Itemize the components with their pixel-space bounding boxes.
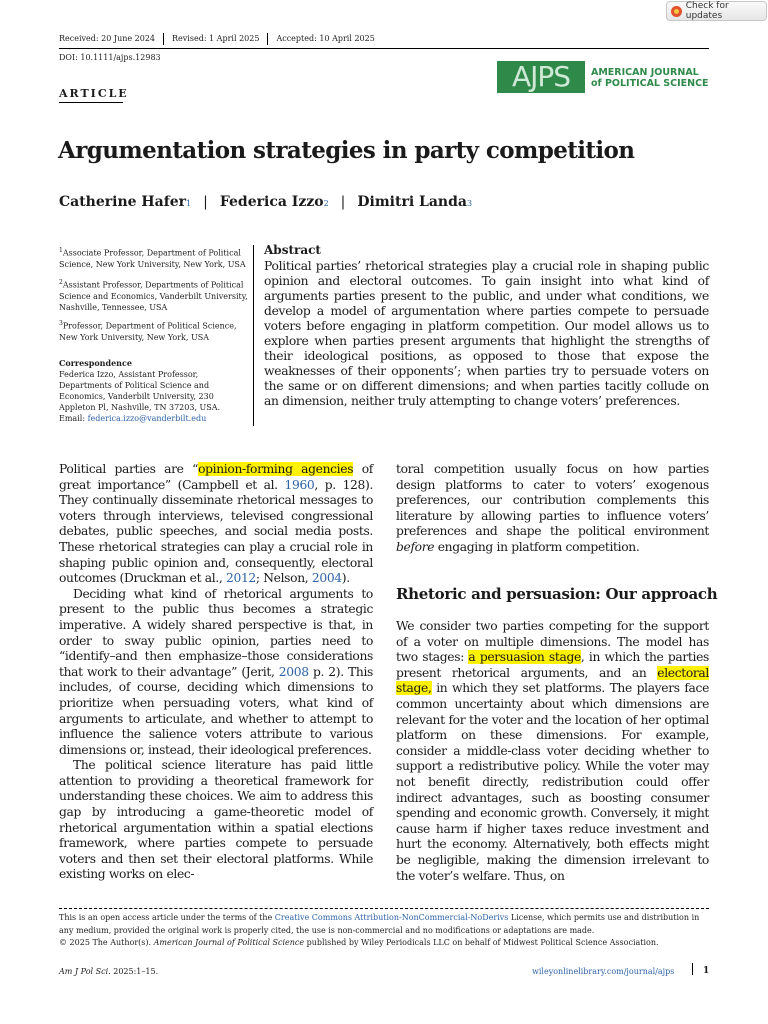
text-run: p. 2). This includes, of course, deciding which dimensions to prioritize when persuading voters, what kind of arguments to articulate, and whether to attempt to influence the salience voters attribute to various dimensions or, instead, their ideological preferences. bbox=[59, 664, 373, 757]
author-list bbox=[59, 194, 472, 210]
journal-logo-line2: of POLITICAL SCIENCE bbox=[591, 78, 709, 89]
affiliation-number: 2 bbox=[59, 279, 63, 286]
citation-info bbox=[59, 967, 158, 976]
text-run: We consider two parties competing for the support of a voter on multiple dimensions. The model has two stages: bbox=[396, 619, 709, 665]
section-underline bbox=[59, 102, 123, 103]
correspondence-text: Federica Izzo, Assistant Professor, Departments of Political Science and Economics, Vanderbilt University, 230 Appleton Pl, Nashville, TN 37203, USA. bbox=[59, 370, 221, 412]
text-run: , in which the parties present rhetorical arguments, and an bbox=[396, 650, 709, 680]
paragraph bbox=[59, 462, 373, 587]
email-link[interactable]: federica.izzo@vanderbilt.edu bbox=[87, 414, 207, 423]
author-name: Dimitri Landa bbox=[357, 194, 467, 210]
text-run: , p. 128). They continually disseminate rhetorical messages to voters through interviews, televised congressional debates, public speeches, and social media posts. These rhetorical strategies can play a crucial role in shaping public opinion and, consequently, electoral outcomes (Druckman et al., bbox=[59, 477, 374, 586]
correspondence bbox=[59, 358, 249, 424]
journal-url-link[interactable]: wileyonlinelibrary.com/journal/ajps bbox=[532, 967, 675, 976]
text-run: engaging in platform competition. bbox=[434, 539, 640, 554]
paragraph: The political science literature has paid little attention to providing a theoretical framework for understanding these choices. We aim to address this gap by introducing a game-theoretic model of rhetorical argumentation within a spatial elections framework, where parties compete to persuade voters and then set their electoral platforms. While existing works on elec- bbox=[59, 758, 373, 882]
article-dates bbox=[59, 33, 383, 45]
email-label: Email: bbox=[59, 414, 86, 423]
doi: DOI: 10.1111/ajps.12983 bbox=[59, 53, 161, 62]
text-run: toral competition usually focus on how parties design platforms to cater to voters’ exogenous preferences, our contribution complements this literature by allowing parties to influence voters’ preferences and shape the political environment bbox=[396, 462, 709, 539]
revised-date: Revised: 1 April 2025 bbox=[163, 33, 267, 45]
accepted-date: Accepted: 10 April 2025 bbox=[267, 33, 382, 45]
author-affiliation-mark[interactable]: 1 bbox=[186, 199, 192, 208]
citation-year-pages: 2025:1–15. bbox=[110, 967, 159, 976]
text-run: © 2025 The Author(s). bbox=[59, 938, 154, 947]
license-text bbox=[59, 912, 709, 937]
abstract-divider bbox=[253, 245, 254, 426]
check-for-updates-button[interactable] bbox=[666, 1, 767, 21]
text-run: Political parties are “ bbox=[59, 462, 199, 476]
journal-logo-line1: AMERICAN JOURNAL bbox=[591, 67, 699, 78]
copyright-text bbox=[59, 937, 709, 950]
text-run: of great importance” (Campbell et al. bbox=[59, 462, 373, 492]
author-separator: | bbox=[203, 194, 208, 210]
abstract-text: Political parties’ rhetorical strategies play a crucial role in shaping public opinion and electoral outcomes. To gain insight into what kind of arguments parties present to the public, and under what conditions, we develop a model of argumentation where parties compete to persuade voters before engaging in platform competition. Our model allows us to explore when parties present arguments that highlight the strengths of their ideological positions, as opposed to those that expose the weaknesses of their opponents’; when parties try to persuade voters on the same or on different dimensions; and when parties tacitly collude on an dimension, neither truly attempting to change voters’ preferences. bbox=[264, 259, 709, 408]
affiliation-text: Professor, Department of Political Science, New York University, New York, USA bbox=[59, 321, 237, 342]
correspondence-email-line bbox=[59, 413, 249, 424]
text-run: ; Nelson, bbox=[255, 571, 312, 586]
author-affiliation-mark[interactable]: 3 bbox=[466, 199, 473, 208]
page-number: 1 bbox=[703, 966, 710, 976]
paragraph bbox=[396, 619, 709, 884]
affiliation-text: Associate Professor, Department of Political Science, New York University, New York, USA bbox=[59, 248, 246, 269]
highlighted-text[interactable]: opinion-forming agencies bbox=[198, 462, 354, 476]
right-column-bottom bbox=[396, 619, 709, 884]
affiliation-number: 1 bbox=[59, 247, 63, 254]
affiliation-number: 3 bbox=[59, 320, 63, 327]
citation-link[interactable]: 2004 bbox=[311, 571, 342, 586]
journal-logo-text bbox=[591, 67, 709, 89]
author-name: Catherine Hafer bbox=[59, 194, 187, 210]
author-separator: | bbox=[340, 194, 346, 210]
paragraph bbox=[396, 462, 709, 556]
affiliation bbox=[59, 277, 249, 313]
crossmark-icon bbox=[671, 6, 682, 17]
license-link[interactable]: Creative Commons Attribution-NonCommercial-NoDerivs bbox=[274, 913, 509, 922]
text-run: published by Wiley Periodicals LLC on behalf of Midwest Political Science Association. bbox=[304, 938, 659, 947]
license-footer bbox=[59, 912, 709, 950]
right-column-top bbox=[396, 462, 709, 556]
journal-logo-mark: AJPS bbox=[497, 61, 585, 93]
left-column bbox=[59, 462, 373, 883]
check-for-updates-label: Check for updates bbox=[685, 1, 729, 21]
emphasis-text: before bbox=[396, 539, 435, 554]
highlighted-text[interactable]: a persuasion stage bbox=[468, 650, 581, 665]
affiliation-text: Assistant Professor, Departments of Political Science and Economics, Vanderbilt University, Nashville, Tennessee, USA bbox=[59, 280, 248, 312]
text-run: in which they set platforms. The players face common uncertainty about which dimensions are relevant for the voter and the location of her optimal platform on these dimensions. For example, consider a middle-class voter deciding whether to support a redistributive policy. While the voter may not benefit directly, redistribution could offer indirect advantages, such as boosting consumer spending and economic growth. Conversely, it might cause harm if higher taxes reduce investment and hurt the economy. Alternatively, both effects might be negligible, making the dimension irrelevant to the voter’s welfare. Thus, on bbox=[396, 681, 709, 883]
section-label: ARTICLE bbox=[59, 87, 129, 100]
received-date: Received: 20 June 2024 bbox=[59, 34, 156, 43]
citation-link[interactable]: 2012 bbox=[226, 571, 256, 586]
section-heading: Rhetoric and persuasion: Our approach bbox=[396, 585, 718, 603]
author-name: Federica Izzo bbox=[219, 194, 324, 210]
text-run: Deciding what kind of rhetorical arguments to present to the public thus becomes a strategic imperative. A widely shared perspective is that, in order to sway public opinion, parties need to “identify–and then emphasize–those considerations that work to their advantage” (Jerit, bbox=[59, 586, 373, 679]
affiliation bbox=[59, 318, 249, 343]
author-affiliation-mark[interactable]: 2 bbox=[323, 199, 329, 208]
highlighted-text[interactable]: electoral stage, bbox=[396, 665, 709, 696]
correspondence-label: Correspondence bbox=[59, 358, 132, 368]
journal-name: American Journal of Political Science bbox=[153, 938, 305, 947]
abstract-heading: Abstract bbox=[264, 243, 321, 257]
header-divider bbox=[59, 48, 709, 49]
affiliation bbox=[59, 245, 249, 270]
page-number-divider bbox=[692, 963, 693, 975]
citation-link[interactable]: 1960 bbox=[284, 477, 315, 492]
paragraph bbox=[59, 587, 373, 759]
article-title: Argumentation strategies in party competition bbox=[58, 137, 635, 164]
footer-divider bbox=[59, 908, 709, 909]
text-run: This is an open access article under the terms of the bbox=[59, 913, 275, 922]
citation-link[interactable]: 2008 bbox=[278, 664, 309, 679]
text-run: License, which permits use and distribution in any medium, provided the original work is properly cited, the use is non-commercial and no modifications or adaptations are made. bbox=[59, 913, 700, 935]
text-run: ). bbox=[341, 571, 350, 586]
citation-journal: Am J Pol Sci. bbox=[59, 967, 111, 976]
